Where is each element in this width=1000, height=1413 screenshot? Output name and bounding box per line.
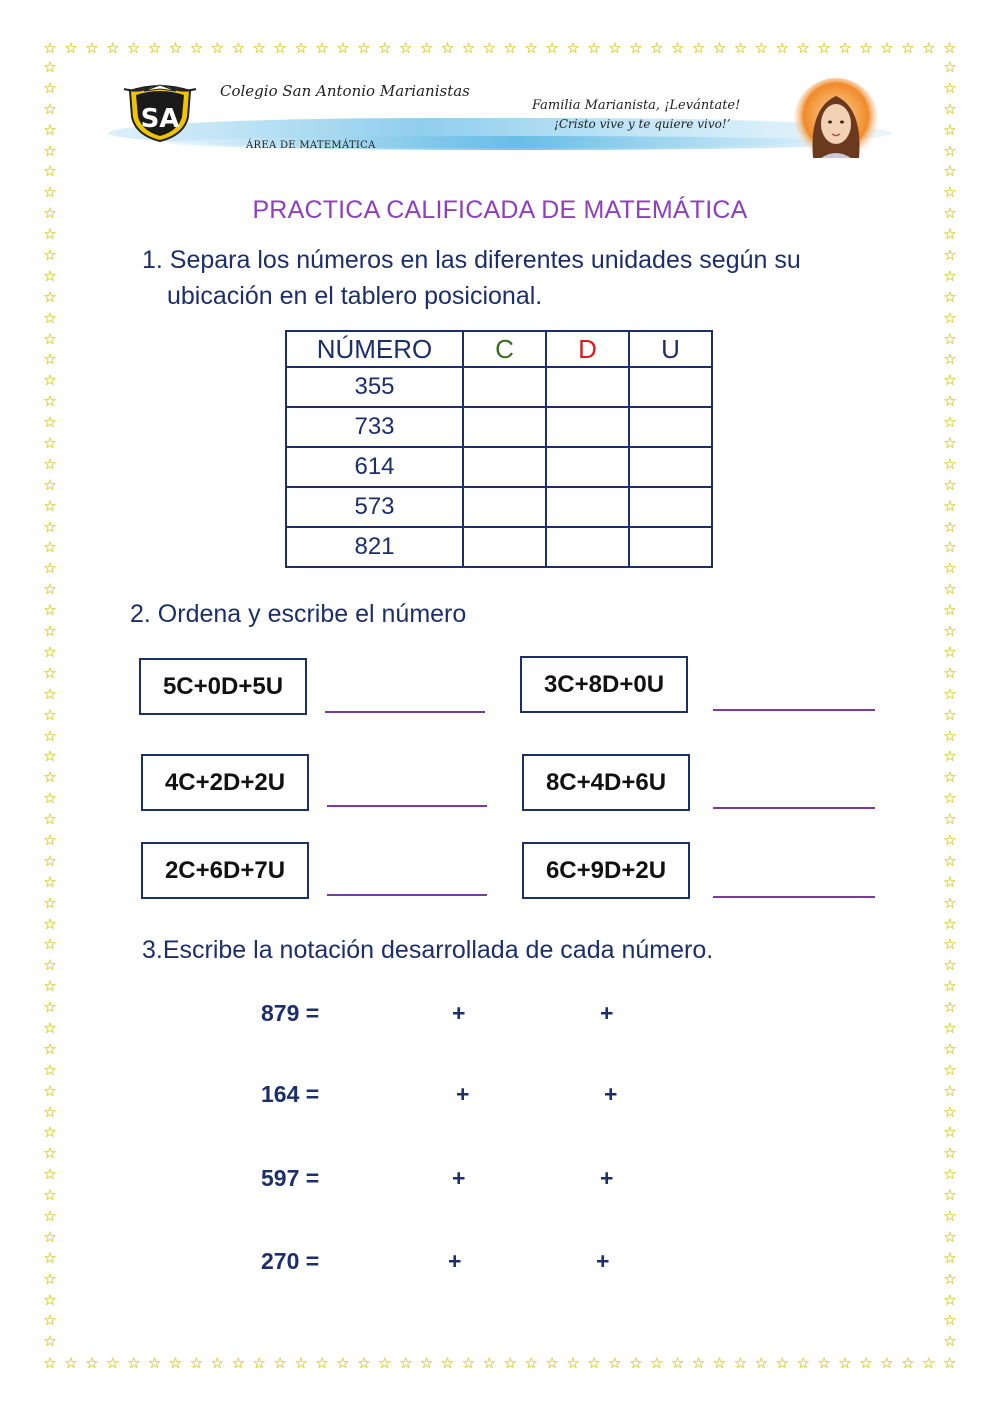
star-icon: ☆ (43, 1333, 57, 1351)
star-icon: ☆ (147, 40, 162, 57)
star-border-left (42, 60, 58, 1350)
q3-text: 3.Escribe la notación desarrollada de cada número. (142, 936, 714, 964)
star-icon: ☆ (273, 40, 287, 57)
star-icon: ☆ (252, 1355, 266, 1372)
star-icon: ☆ (754, 40, 769, 57)
star-icon: ☆ (43, 205, 57, 223)
star-icon: ☆ (943, 852, 957, 870)
header-banner (108, 78, 892, 170)
star-icon: ☆ (943, 706, 957, 724)
star-icon: ☆ (817, 1355, 831, 1372)
star-icon: ☆ (64, 1355, 78, 1372)
place-value-table (285, 330, 713, 568)
star-icon: ☆ (943, 435, 957, 453)
star-icon: ☆ (796, 1355, 810, 1372)
star-icon: ☆ (943, 372, 957, 390)
star-icon: ☆ (43, 1061, 57, 1079)
table-row (286, 447, 712, 487)
table-row (286, 527, 712, 567)
q1-text-line1: 1. Separa los números en las diferentes unidades según su (142, 246, 801, 274)
star-icon: ☆ (838, 40, 852, 57)
star-icon: ☆ (336, 40, 350, 57)
u-answer-cell[interactable] (629, 367, 712, 407)
star-icon: ☆ (943, 1312, 957, 1330)
star-icon: ☆ (943, 330, 957, 348)
u-answer-cell[interactable] (629, 447, 712, 487)
star-icon: ☆ (43, 1166, 57, 1184)
star-icon: ☆ (336, 1355, 350, 1372)
star-icon: ☆ (943, 1333, 957, 1351)
star-icon: ☆ (43, 727, 57, 745)
star-icon: ☆ (943, 142, 957, 160)
star-icon: ☆ (43, 1124, 57, 1142)
star-icon: ☆ (43, 59, 57, 76)
star-icon: ☆ (503, 1355, 517, 1372)
star-icon: ☆ (64, 40, 78, 57)
star-icon: ☆ (943, 560, 957, 578)
expanded-label: 164 = (261, 1081, 320, 1107)
star-icon: ☆ (943, 623, 957, 641)
star-icon: ☆ (43, 602, 57, 620)
star-icon: ☆ (85, 40, 99, 57)
star-icon: ☆ (43, 476, 57, 494)
star-icon: ☆ (859, 40, 873, 57)
star-icon: ☆ (943, 873, 957, 891)
star-icon: ☆ (43, 873, 57, 891)
answer-line[interactable] (325, 711, 485, 713)
star-icon: ☆ (43, 497, 57, 515)
star-icon: ☆ (294, 40, 308, 57)
star-icon: ☆ (43, 685, 57, 703)
star-icon: ☆ (942, 1355, 957, 1372)
star-icon: ☆ (650, 40, 664, 57)
star-icon: ☆ (943, 309, 957, 327)
star-icon: ☆ (43, 518, 57, 536)
star-icon: ☆ (482, 1355, 497, 1372)
star-icon: ☆ (43, 40, 57, 57)
star-icon: ☆ (943, 1187, 957, 1205)
star-icon: ☆ (943, 957, 957, 975)
star-icon: ☆ (189, 1355, 204, 1372)
star-icon: ☆ (43, 957, 57, 975)
star-icon: ☆ (943, 121, 957, 139)
star-icon: ☆ (838, 1355, 852, 1372)
star-icon: ☆ (942, 40, 957, 57)
star-icon: ☆ (943, 894, 957, 912)
star-icon: ☆ (43, 852, 57, 870)
star-icon: ☆ (943, 1103, 957, 1121)
plus-sign: + (600, 1165, 614, 1191)
star-icon: ☆ (943, 1019, 957, 1037)
star-icon: ☆ (43, 1187, 57, 1205)
star-icon: ☆ (440, 40, 455, 57)
star-icon: ☆ (943, 1270, 957, 1288)
star-icon: ☆ (691, 40, 706, 57)
table-row (286, 407, 712, 447)
expanded-label: 597 = (261, 1165, 320, 1191)
star-icon: ☆ (43, 1145, 57, 1163)
star-icon: ☆ (943, 769, 957, 787)
star-icon: ☆ (43, 267, 57, 285)
star-icon: ☆ (796, 40, 810, 57)
star-icon: ☆ (943, 1040, 957, 1058)
star-icon: ☆ (126, 1355, 141, 1372)
star-icon: ☆ (943, 602, 957, 620)
star-icon: ☆ (712, 1355, 727, 1372)
star-icon: ☆ (378, 1355, 392, 1372)
star-icon: ☆ (43, 1355, 57, 1372)
star-icon: ☆ (566, 40, 580, 57)
star-icon: ☆ (210, 1355, 225, 1372)
star-icon: ☆ (670, 1355, 685, 1372)
answer-line[interactable] (327, 805, 487, 807)
star-icon: ☆ (43, 414, 57, 432)
star-icon: ☆ (43, 1228, 57, 1246)
star-icon: ☆ (943, 664, 957, 682)
expanded-label: 879 = (261, 1000, 320, 1026)
star-icon: ☆ (901, 40, 915, 57)
star-icon: ☆ (943, 79, 957, 97)
c-answer-cell[interactable] (463, 527, 546, 567)
star-icon: ☆ (189, 40, 204, 57)
plus-sign: + (452, 1000, 466, 1026)
star-icon: ☆ (943, 748, 957, 766)
star-icon: ☆ (43, 435, 57, 453)
star-icon: ☆ (943, 831, 957, 849)
star-icon: ☆ (43, 748, 57, 766)
star-icon: ☆ (629, 40, 643, 57)
d-answer-cell[interactable] (546, 447, 629, 487)
star-icon: ☆ (566, 1355, 580, 1372)
u-answer-cell[interactable] (629, 407, 712, 447)
plus-sign: + (596, 1248, 610, 1274)
star-icon: ☆ (419, 40, 434, 57)
star-icon: ☆ (43, 79, 57, 97)
star-icon: ☆ (43, 142, 57, 160)
star-icon: ☆ (880, 1355, 894, 1372)
star-icon: ☆ (43, 999, 57, 1017)
star-icon: ☆ (943, 811, 957, 829)
area-name: ÁREA DE MATEMÁTICA (246, 140, 376, 151)
eagle-shield-logo-icon (120, 83, 200, 143)
answer-line[interactable] (713, 896, 875, 898)
star-icon: ☆ (943, 100, 957, 118)
star-icon: ☆ (629, 1355, 643, 1372)
star-icon: ☆ (608, 40, 622, 57)
star-icon: ☆ (461, 1355, 476, 1372)
star-icon: ☆ (419, 1355, 434, 1372)
star-icon: ☆ (943, 267, 957, 285)
star-icon: ☆ (943, 59, 957, 76)
star-icon: ☆ (168, 40, 183, 57)
star-icon: ☆ (943, 978, 957, 996)
star-icon: ☆ (43, 288, 57, 306)
star-icon: ☆ (859, 1355, 873, 1372)
star-icon: ☆ (315, 40, 329, 57)
star-icon: ☆ (43, 664, 57, 682)
star-icon: ☆ (43, 1103, 57, 1121)
star-icon: ☆ (943, 1207, 957, 1225)
expression-box: 4C+2D+2U (141, 754, 309, 811)
star-icon: ☆ (712, 40, 727, 57)
star-icon: ☆ (943, 288, 957, 306)
star-icon: ☆ (901, 1355, 915, 1372)
star-icon: ☆ (315, 1355, 329, 1372)
star-icon: ☆ (943, 414, 957, 432)
answer-line[interactable] (713, 709, 875, 711)
school-name: Colegio San Antonio Marianistas (220, 82, 470, 100)
star-icon: ☆ (943, 205, 957, 223)
star-icon: ☆ (943, 247, 957, 265)
star-icon: ☆ (943, 393, 957, 411)
star-icon: ☆ (943, 1061, 957, 1079)
u-answer-cell[interactable] (629, 487, 712, 527)
star-icon: ☆ (524, 1355, 538, 1372)
star-icon: ☆ (43, 560, 57, 578)
star-icon: ☆ (943, 539, 957, 557)
d-answer-cell[interactable] (546, 367, 629, 407)
star-icon: ☆ (147, 1355, 162, 1372)
star-icon: ☆ (943, 1291, 957, 1309)
star-icon: ☆ (754, 1355, 769, 1372)
star-icon: ☆ (43, 978, 57, 996)
d-answer-cell[interactable] (546, 487, 629, 527)
expression-box: 3C+8D+0U (520, 656, 688, 713)
u-answer-cell[interactable] (629, 527, 712, 567)
q2-text: 2. Ordena y escribe el número (130, 600, 467, 628)
star-icon: ☆ (943, 727, 957, 745)
star-icon: ☆ (943, 497, 957, 515)
star-icon: ☆ (943, 915, 957, 933)
star-icon: ☆ (943, 476, 957, 494)
star-icon: ☆ (943, 1228, 957, 1246)
header-numero: NÚMERO (286, 331, 463, 367)
c-answer-cell[interactable] (463, 447, 546, 487)
star-icon: ☆ (43, 915, 57, 933)
number-cell: 733 (286, 407, 463, 447)
header-u: U (629, 331, 712, 367)
c-answer-cell[interactable] (463, 407, 546, 447)
star-icon: ☆ (43, 643, 57, 661)
star-icon: ☆ (943, 999, 957, 1017)
star-icon: ☆ (43, 811, 57, 829)
star-icon: ☆ (545, 40, 559, 57)
table-row (286, 487, 712, 527)
star-icon: ☆ (691, 1355, 706, 1372)
star-icon: ☆ (43, 455, 57, 473)
star-icon: ☆ (43, 351, 57, 369)
header-c: C (463, 331, 546, 367)
star-icon: ☆ (85, 1355, 99, 1372)
star-icon: ☆ (43, 831, 57, 849)
star-icon: ☆ (43, 1082, 57, 1100)
star-icon: ☆ (650, 1355, 664, 1372)
motto-line2: ¡Cristo vive y te quiere vivo!’ (554, 117, 731, 131)
star-icon: ☆ (608, 1355, 622, 1372)
star-icon: ☆ (273, 1355, 287, 1372)
star-icon: ☆ (378, 40, 392, 57)
star-icon: ☆ (231, 40, 246, 57)
star-icon: ☆ (43, 539, 57, 557)
star-icon: ☆ (398, 40, 413, 57)
star-icon: ☆ (43, 894, 57, 912)
star-icon: ☆ (43, 1040, 57, 1058)
c-answer-cell[interactable] (463, 487, 546, 527)
star-icon: ☆ (733, 40, 748, 57)
star-icon: ☆ (43, 184, 57, 202)
star-icon: ☆ (106, 40, 120, 57)
star-icon: ☆ (43, 330, 57, 348)
star-icon: ☆ (357, 1355, 371, 1372)
star-icon: ☆ (43, 1207, 57, 1225)
star-icon: ☆ (943, 581, 957, 599)
star-icon: ☆ (43, 309, 57, 327)
star-icon: ☆ (921, 1355, 936, 1372)
d-answer-cell[interactable] (546, 407, 629, 447)
header-d: D (546, 331, 629, 367)
star-icon: ☆ (587, 1355, 601, 1372)
star-icon: ☆ (43, 372, 57, 390)
plus-sign: + (456, 1081, 470, 1107)
virgin-mary-portrait-icon (791, 78, 881, 168)
star-icon: ☆ (880, 40, 894, 57)
star-icon: ☆ (43, 936, 57, 954)
star-icon: ☆ (670, 40, 685, 57)
star-icon: ☆ (943, 351, 957, 369)
expression-box: 6C+9D+2U (522, 842, 690, 899)
star-icon: ☆ (943, 1082, 957, 1100)
star-icon: ☆ (43, 769, 57, 787)
star-icon: ☆ (943, 184, 957, 202)
star-icon: ☆ (43, 581, 57, 599)
star-icon: ☆ (294, 1355, 308, 1372)
star-border-bottom (42, 1356, 958, 1371)
star-icon: ☆ (43, 1019, 57, 1037)
number-cell: 355 (286, 367, 463, 407)
star-icon: ☆ (43, 1249, 57, 1267)
number-cell: 614 (286, 447, 463, 487)
star-icon: ☆ (943, 455, 957, 473)
star-icon: ☆ (43, 1291, 57, 1309)
expression-box: 2C+6D+7U (141, 842, 309, 899)
star-icon: ☆ (43, 226, 57, 244)
star-icon: ☆ (943, 1249, 957, 1267)
plus-sign: + (448, 1248, 462, 1274)
expression-box: 8C+4D+6U (522, 754, 690, 811)
star-icon: ☆ (503, 40, 517, 57)
star-icon: ☆ (943, 685, 957, 703)
star-icon: ☆ (775, 1355, 789, 1372)
star-icon: ☆ (461, 40, 476, 57)
star-icon: ☆ (921, 40, 936, 57)
star-icon: ☆ (43, 1312, 57, 1330)
star-icon: ☆ (168, 1355, 183, 1372)
motto-line1: Familia Marianista, ¡Levántate! (532, 98, 741, 113)
page-title: PRACTICA CALIFICADA DE MATEMÁTICA (252, 196, 748, 224)
logo-text: SA (140, 104, 180, 134)
plus-sign: + (452, 1165, 466, 1191)
star-icon: ☆ (43, 121, 57, 139)
answer-line[interactable] (327, 894, 487, 896)
star-icon: ☆ (943, 936, 957, 954)
c-answer-cell[interactable] (463, 367, 546, 407)
expression-box: 5C+0D+5U (139, 658, 307, 715)
star-icon: ☆ (43, 790, 57, 808)
star-icon: ☆ (524, 40, 538, 57)
star-border-right (942, 60, 958, 1350)
star-icon: ☆ (440, 1355, 455, 1372)
star-icon: ☆ (43, 706, 57, 724)
star-border-top (42, 41, 958, 56)
star-icon: ☆ (943, 1124, 957, 1142)
star-icon: ☆ (943, 226, 957, 244)
star-icon: ☆ (545, 1355, 559, 1372)
star-icon: ☆ (817, 40, 831, 57)
plus-sign: + (604, 1081, 618, 1107)
star-icon: ☆ (587, 40, 601, 57)
expanded-label: 270 = (261, 1248, 320, 1274)
star-icon: ☆ (357, 40, 371, 57)
plus-sign: + (600, 1000, 614, 1026)
table-row (286, 367, 712, 407)
star-icon: ☆ (43, 247, 57, 265)
star-icon: ☆ (398, 1355, 413, 1372)
star-icon: ☆ (43, 623, 57, 641)
star-icon: ☆ (252, 40, 266, 57)
d-answer-cell[interactable] (546, 527, 629, 567)
star-icon: ☆ (943, 518, 957, 536)
star-icon: ☆ (126, 40, 141, 57)
star-icon: ☆ (943, 1145, 957, 1163)
number-cell: 821 (286, 527, 463, 567)
q1-text-line2: ubicación en el tablero posicional. (167, 282, 543, 310)
star-icon: ☆ (943, 163, 957, 181)
star-icon: ☆ (43, 1270, 57, 1288)
star-icon: ☆ (231, 1355, 246, 1372)
star-icon: ☆ (43, 100, 57, 118)
answer-line[interactable] (713, 807, 875, 809)
star-icon: ☆ (733, 1355, 748, 1372)
star-icon: ☆ (43, 393, 57, 411)
star-icon: ☆ (775, 40, 789, 57)
number-cell: 573 (286, 487, 463, 527)
star-icon: ☆ (943, 790, 957, 808)
star-icon: ☆ (482, 40, 497, 57)
star-icon: ☆ (43, 163, 57, 181)
star-icon: ☆ (210, 40, 225, 57)
star-icon: ☆ (106, 1355, 120, 1372)
star-icon: ☆ (943, 1166, 957, 1184)
star-icon: ☆ (943, 643, 957, 661)
